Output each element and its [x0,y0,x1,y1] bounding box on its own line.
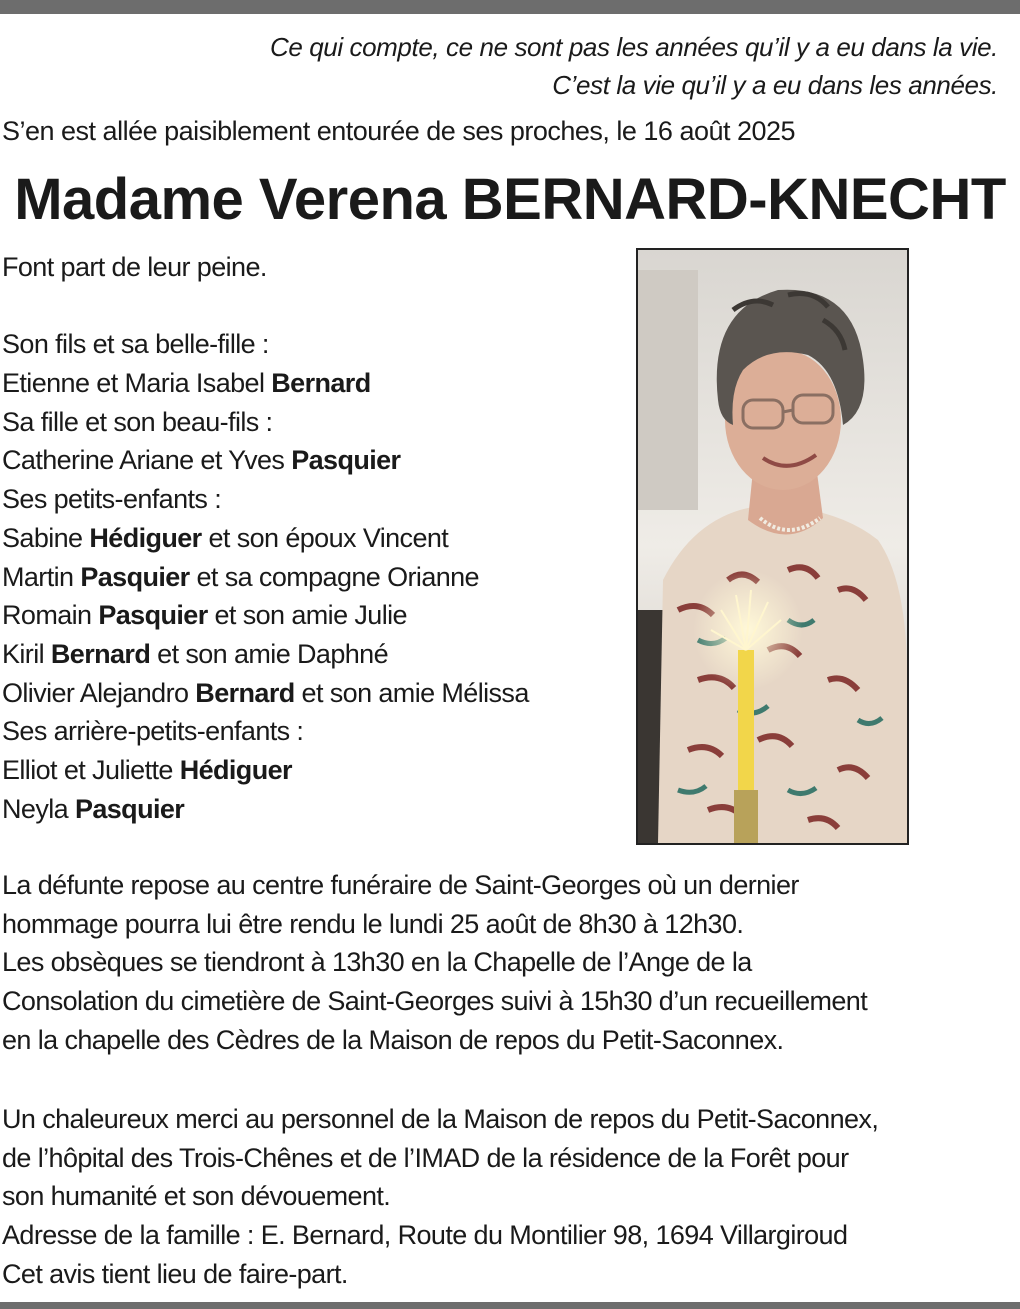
intro-text: S’en est allée paisiblement entourée de ses proches, le 16 août 2025 [2,116,796,146]
announcement: Font part de leur peine. [2,252,267,282]
top-rule [0,0,1020,14]
grandchild-item: Sabine Hédiguer et son époux Vincent [2,522,449,553]
great-grandchildren-label: Ses arrière-petits-enfants : [2,716,304,747]
portrait-photo [636,248,909,845]
thanks-paragraph [2,1100,1012,1293]
daughter-label: Sa fille et son beau-fils : [2,406,273,437]
ceremony-line: La défunte repose au centre funéraire de Saint-Georges où un dernier [2,870,799,900]
ceremony-paragraph [2,866,1012,1059]
ceremony-line: Consolation du cimetière de Saint-Georges suivi à 15h30 d’un recueillement [2,986,868,1017]
ceremony-line: hommage pourra lui être rendu le lundi 25 août de 8h30 à 12h30. [2,908,744,939]
quote-line-1: Ce qui compte, ce ne sont pas les années qu’il y a eu dans la vie. [269,32,998,62]
great-grandchild-item: Neyla Pasquier [2,793,185,824]
grandchild-item: Romain Pasquier et son amie Julie [2,600,407,631]
grandchild-item: Olivier Alejandro Bernard et son amie Mélissa [2,677,529,708]
quote-line-2: C’est la vie qu’il y a eu dans les années. [552,70,998,100]
ceremony-line: en la chapelle des Cèdres de la Maison de repos du Petit-Saconnex. [2,1024,784,1055]
deceased-name: Madame Verena BERNARD-KNECHT [14,167,1006,232]
family-member-daughter: Catherine Ariane et Yves Pasquier [2,445,401,476]
bottom-rule [0,1302,1020,1309]
family-address: Adresse de la famille : E. Bernard, Route du Montilier 98, 1694 Villargiroud [2,1220,848,1251]
family-member-son: Etienne et Maria Isabel Bernard [2,368,371,399]
grandchild-item: Kiril Bernard et son amie Daphné [2,638,389,669]
thanks-line: Un chaleureux merci au personnel de la Maison de repos du Petit-Saconnex, [2,1104,879,1134]
closing-note: Cet avis tient lieu de faire-part. [2,1258,348,1289]
son-label: Son fils et sa belle-fille : [2,329,269,360]
spacer [2,287,622,326]
thanks-line: de l’hôpital des Trois-Chênes et de l’IMAD de la résidence de la Forêt pour [2,1142,849,1173]
family-list [2,248,622,828]
grandchild-item: Martin Pasquier et sa compagne Orianne [2,561,479,592]
thanks-line: son humanité et son dévouement. [2,1181,391,1212]
grandchildren-label: Ses petits-enfants : [2,484,222,515]
great-grandchild-item: Elliot et Juliette Hédiguer [2,754,292,785]
portrait-illustration [638,250,907,843]
ceremony-line: Les obsèques se tiendront à 13h30 en la Chapelle de l’Ange de la [2,947,752,978]
